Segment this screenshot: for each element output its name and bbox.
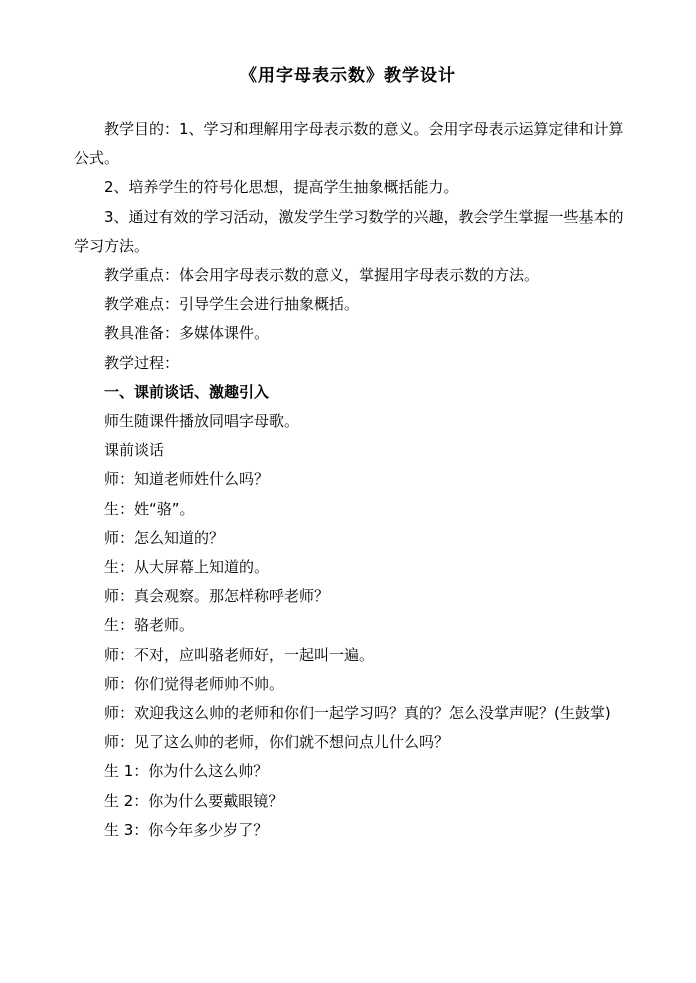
paragraph: 生 3：你今年多少岁了？ — [104, 820, 269, 839]
paragraph: 教具准备：多媒体课件。 — [104, 324, 270, 343]
paragraph: 生：姓“骆”。 — [104, 499, 195, 518]
paragraph: 师：怎么知道的？ — [104, 528, 225, 547]
paragraph: 生 1：你为什么这么帅？ — [104, 762, 269, 781]
paragraph: 3、通过有效的学习活动，激发学生学习数学的兴趣，教会学生掌握一些基本的学习方法。 — [74, 207, 624, 255]
paragraph: 师：欢迎我这么帅的老师和你们一起学习吗？真的？怎么没掌声呢？(生鼓掌) — [104, 704, 611, 723]
section-heading: 一、课前谈话、激趣引入 — [104, 382, 270, 401]
paragraph: 生：骆老师。 — [104, 616, 195, 635]
paragraph: 师：知道老师姓什么吗？ — [104, 470, 270, 489]
paragraph: 生 2：你为什么要戴眼镜？ — [104, 791, 284, 810]
paragraph: 师：见了这么帅的老师，你们就不想问点儿什么吗？ — [104, 733, 450, 752]
paragraph: 教学过程： — [104, 353, 180, 372]
paragraph: 2、培养学生的符号化思想，提高学生抽象概括能力。 — [104, 178, 459, 197]
paragraph: 师：真会观察。那怎样称呼老师？ — [104, 587, 330, 606]
paragraph: 教学难点：引导学生会进行抽象概括。 — [104, 295, 360, 314]
paragraph: 生：从大屏幕上知道的。 — [104, 558, 270, 577]
document-body — [74, 115, 636, 845]
paragraph: 教学重点：体会用字母表示数的意义，掌握用字母表示数的方法。 — [104, 266, 540, 285]
paragraph: 师生随课件播放同唱字母歌。 — [104, 412, 300, 431]
paragraph: 师：你们觉得老师帅不帅。 — [104, 674, 285, 693]
paragraph: 课前谈话 — [104, 441, 165, 460]
paragraph: 教学目的：1、学习和理解用字母表示数的意义。会用字母表示运算定律和计算公式。 — [74, 120, 624, 168]
paragraph: 师：不对，应叫骆老师好，一起叫一遍。 — [104, 645, 375, 664]
document-title: 《用字母表示数》教学设计 — [240, 66, 456, 86]
